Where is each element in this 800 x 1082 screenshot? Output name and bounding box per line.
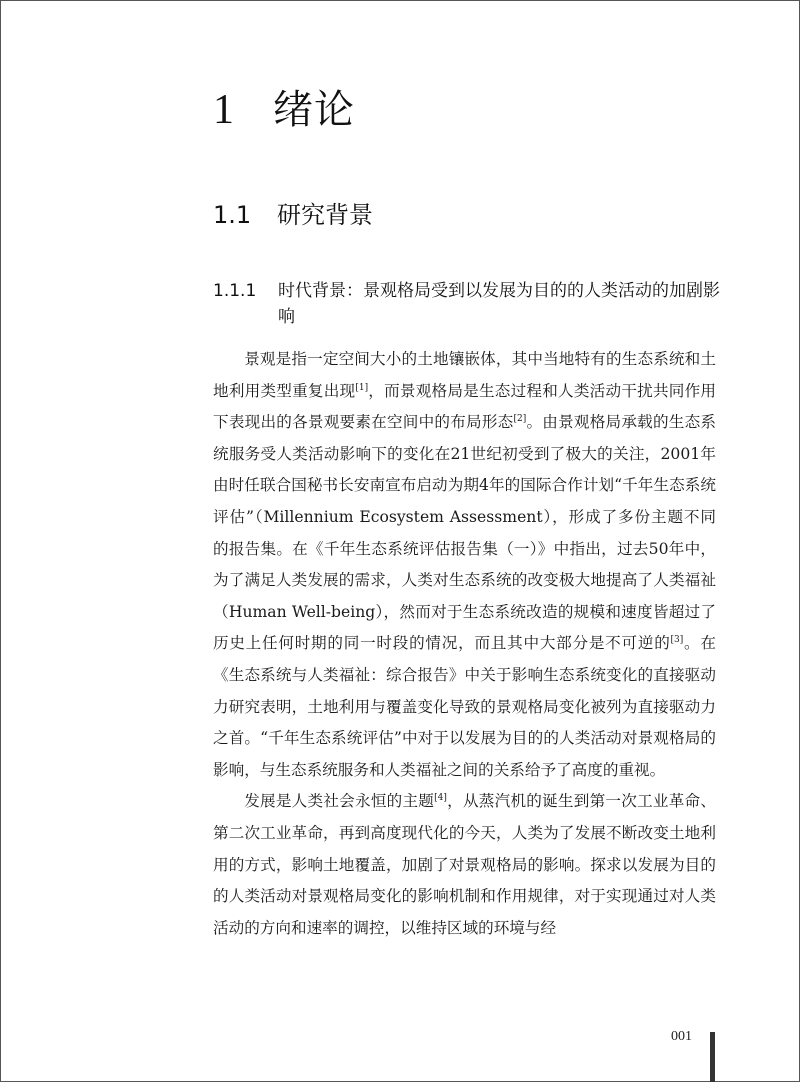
paragraph-text: 。在《生态系统与人类福祉：综合报告》中关于影响生态系统变化的直接驱动力研究表明，土地利用与覆盖变化导致的景观格局变化被列为直接驱动力之首。“千年生态系统评估”中对于以发展为目的的人类活动对景观格局的影响，与生态系统服务和人类福祉之间的关系给予了高度的重视。	[213, 634, 716, 779]
page-edge-bar	[710, 1032, 715, 1082]
paragraph-text: 。由景观格局承载的生态系统服务受人类活动影响下的变化在21世纪初受到了极大的关注，2001年由时任联合国秘书长安南宣布启动为期4年的国际合作计划“千年生态系统评估”（Millennium Ecosystem Assessment），形成了多份主题不同的报告集。在《千年生态系统评估报告集（一）》中指出，过去50年中，为了满足人类发展的需求，人类对生态系统的改变极大地提高了人类福祉（Human Well-being），然而对于生态系统改造的规模和速度皆超过了历史上任何时期的同一时段的情况，而且其中大部分是不可逆的	[213, 413, 716, 653]
subsection-title: 时代背景：景观格局受到以发展为目的的人类活动的加剧影响	[278, 281, 720, 327]
paragraph-1	[213, 344, 716, 786]
paragraph-text: 景观是指一定空间大小的土地镶嵌体，其中当地特有的生态系统和土地利用类型重复出现	[213, 350, 716, 400]
page-number: 001	[671, 1029, 692, 1044]
chapter-heading	[213, 78, 355, 135]
paragraph-2	[213, 786, 716, 944]
paragraph-text: ，从蒸汽机的诞生到第一次工业革命、第二次工业革命，再到高度现代化的今天，人类为了发展不断改变土地利用的方式，影响土地覆盖，加剧了对景观格局的影响。探求以发展为目的的人类活动对景观格局变化的影响机制和作用规律，对于实现通过对人类活动的方向和速率的调控，以维持区域的环境与经	[213, 792, 716, 937]
section-number: 1.1	[213, 201, 252, 229]
body-text	[213, 344, 716, 944]
paragraph-text: 发展是人类社会永恒的主题	[244, 792, 435, 811]
chapter-number: 1	[213, 87, 235, 133]
section-title: 研究背景	[277, 201, 373, 229]
subsection-number: 1.1.1	[213, 281, 257, 301]
section-heading	[213, 195, 373, 230]
chapter-title: 绪论	[273, 87, 355, 133]
citation-3: [3]	[670, 635, 684, 646]
citation-2: [2]	[513, 414, 527, 425]
paragraph-text: ，而景观格局是生态过程和人类活动干扰共同作用下表现出的各景观要素在空间中的布局形态	[213, 381, 716, 432]
citation-1: [1]	[355, 382, 369, 393]
subsection-heading	[213, 278, 723, 330]
citation-4: [4]	[434, 793, 447, 804]
